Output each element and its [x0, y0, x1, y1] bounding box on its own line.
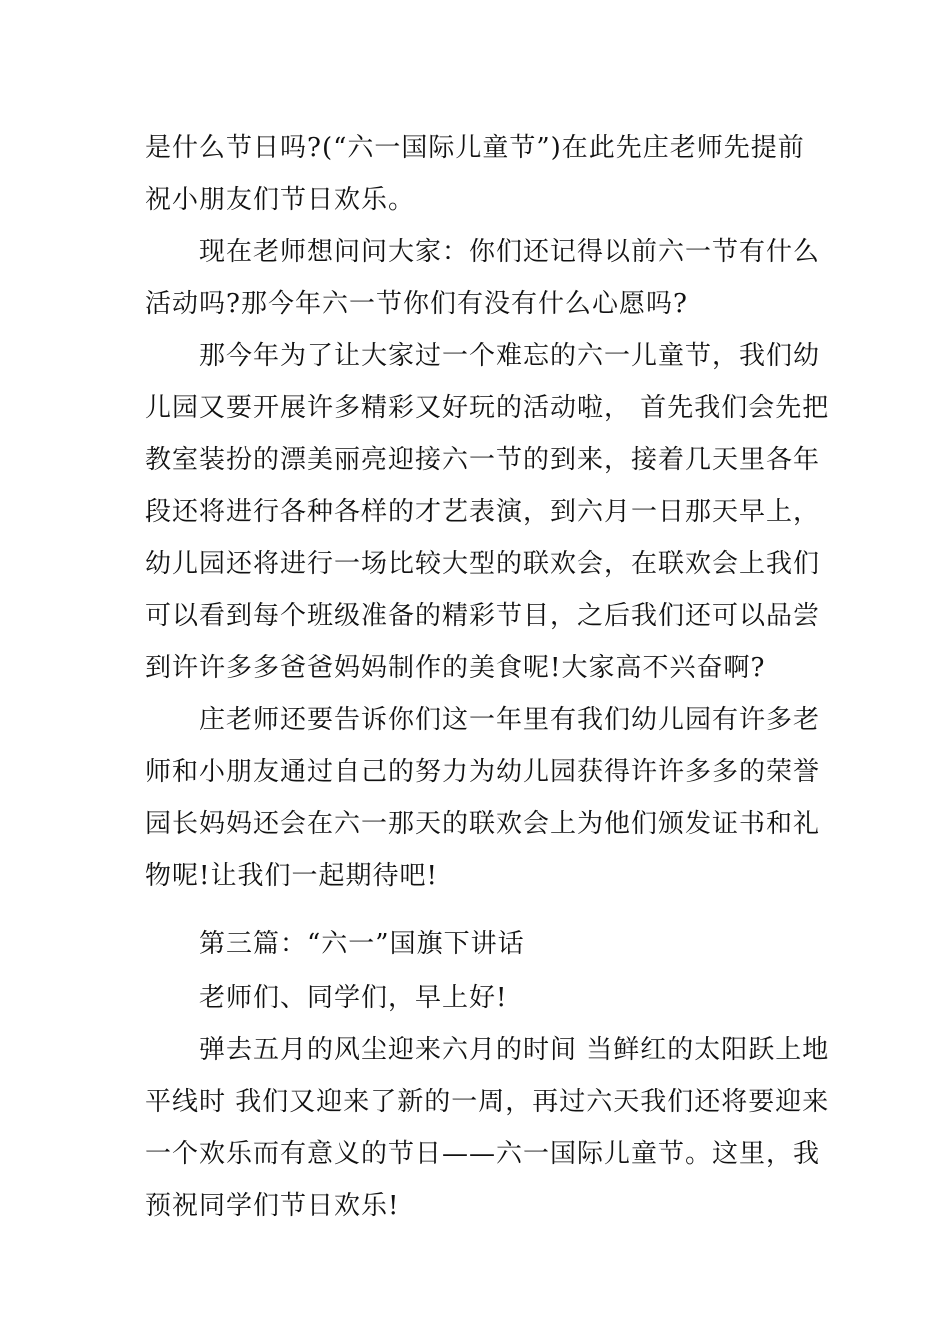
text-line: 老师们、同学们，早上好!: [199, 983, 508, 1013]
text-line: 到许许多多爸爸妈妈制作的美食呢!大家高不兴奋啊?: [145, 653, 766, 683]
text-line: 现在老师想问问大家：你们还记得以前六一节有什么: [199, 237, 821, 267]
paragraph-intro-end: [145, 122, 809, 226]
text-line: 预祝同学们节日欢乐!: [145, 1191, 400, 1221]
paragraph-activities: [145, 330, 830, 694]
text-line: 一个欢乐而有意义的节日——六一国际儿童节。这里，我: [145, 1139, 821, 1169]
text-line: 儿园又要开展许多精彩又好玩的活动啦， 首先我们会先把: [145, 393, 830, 423]
text-line: 师和小朋友通过自己的努力为幼儿园获得许许多多的荣誉: [145, 757, 821, 787]
text-line: 幼儿园还将进行一场比较大型的联欢会，在联欢会上我们: [145, 549, 821, 579]
text-line: 是什么节日吗?(“六一国际儿童节”)在此先庄老师先提前: [145, 133, 805, 163]
text-line: 段还将进行各种各样的才艺表演，到六月一日那天早上，: [145, 497, 821, 527]
text-line: 活动吗?那今年六一节你们有没有什么心愿吗?: [145, 289, 688, 319]
greeting: [145, 972, 809, 1024]
text-line: 教室装扮的漂美丽亮迎接六一节的到来，接着几天里各年: [145, 445, 821, 475]
text-line: 祝小朋友们节日欢乐。: [145, 185, 416, 215]
text-line: 那今年为了让大家过一个难忘的六一儿童节，我们幼: [199, 341, 821, 371]
text-line: 物呢!让我们一起期待吧!: [145, 861, 438, 891]
section-heading: [145, 918, 809, 970]
text-line: 弹去五月的风尘迎来六月的时间 当鲜红的太阳跃上地: [199, 1035, 830, 1065]
text-line: 园长妈妈还会在六一那天的联欢会上为他们颁发证书和礼: [145, 809, 821, 839]
paragraph-honors: [145, 694, 821, 902]
text-line: 平线时 我们又迎来了新的一周，再过六天我们还将要迎来: [145, 1087, 830, 1117]
paragraph-question: [145, 226, 821, 330]
paragraph-speech: [145, 1024, 830, 1232]
section-title: 第三篇：“六一”国旗下讲话: [199, 929, 525, 959]
text-line: 庄老师还要告诉你们这一年里有我们幼儿园有许多老: [199, 705, 821, 735]
text-line: 可以看到每个班级准备的精彩节目，之后我们还可以品尝: [145, 601, 821, 631]
